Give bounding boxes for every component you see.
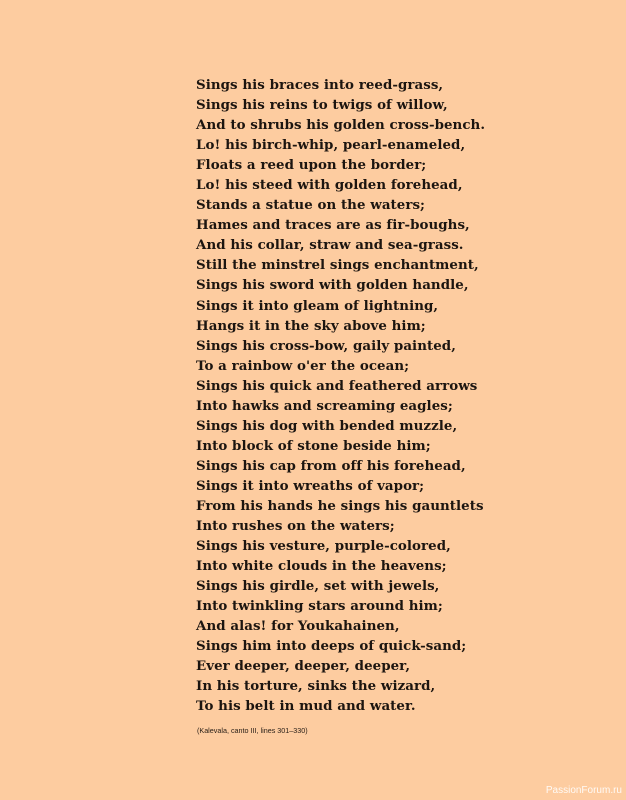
poem-line: Lo! his birch-whip, pearl-enameled, [196, 137, 466, 154]
poem-line: In his torture, sinks the wizard, [196, 678, 436, 695]
poem-line: Sings his sword with golden handle, [196, 277, 469, 294]
poem-line: Into rushes on the waters; [196, 518, 395, 535]
citation: (Kalevala, canto III, lines 301–330) [197, 726, 308, 735]
poem-line: To a rainbow o'er the ocean; [196, 357, 410, 374]
poem-line: And alas! for Youkahainen, [196, 618, 400, 635]
watermark: PassionForum.ru [545, 785, 622, 796]
poem-line: Ever deeper, deeper, deeper, [196, 658, 411, 675]
poem-line: Sings his cross-bow, gaily painted, [196, 337, 456, 354]
poem-line: Sings his reins to twigs of willow, [196, 97, 448, 114]
poem-line: Stands a statue on the waters; [196, 197, 426, 214]
poem-line: Sings it into wreaths of vapor; [196, 477, 425, 494]
poem-line: Into block of stone beside him; [196, 437, 431, 454]
poem-line: From his hands he sings his gauntlets [196, 497, 484, 514]
poem-line: Hames and traces are as fir-boughs, [196, 217, 470, 234]
poem-line: Sings his girdle, set with jewels, [196, 578, 440, 595]
poem-line: Hangs it in the sky above him; [196, 317, 426, 334]
poem-line: Sings his dog with bended muzzle, [196, 417, 458, 434]
poem-line: Into twinkling stars around him; [196, 598, 443, 615]
poem-line: Into white clouds in the heavens; [196, 558, 447, 575]
poem-line: Still the minstrel sings enchantment, [196, 257, 479, 274]
poem-line: Sings his quick and feathered arrows [196, 377, 478, 394]
poem-line: Floats a reed upon the border; [196, 157, 427, 174]
poem-lines [196, 75, 485, 717]
poem-line: Sings his braces into reed-grass, [196, 77, 444, 93]
poem-line: And to shrubs his golden cross-bench. [196, 117, 486, 134]
poem-line: Lo! his steed with golden forehead, [196, 177, 463, 194]
poem-line: And his collar, straw and sea-grass. [196, 237, 464, 254]
poem-line: Sings him into deeps of quick-sand; [196, 638, 467, 655]
poem-line: Into hawks and screaming eagles; [196, 397, 453, 414]
poem-line: To his belt in mud and water. [196, 698, 416, 715]
poem-line: Sings his vesture, purple-colored, [196, 538, 451, 555]
poem-line: Sings it into gleam of lightning, [196, 297, 439, 314]
poem-line: Sings his cap from off his forehead, [196, 457, 466, 474]
